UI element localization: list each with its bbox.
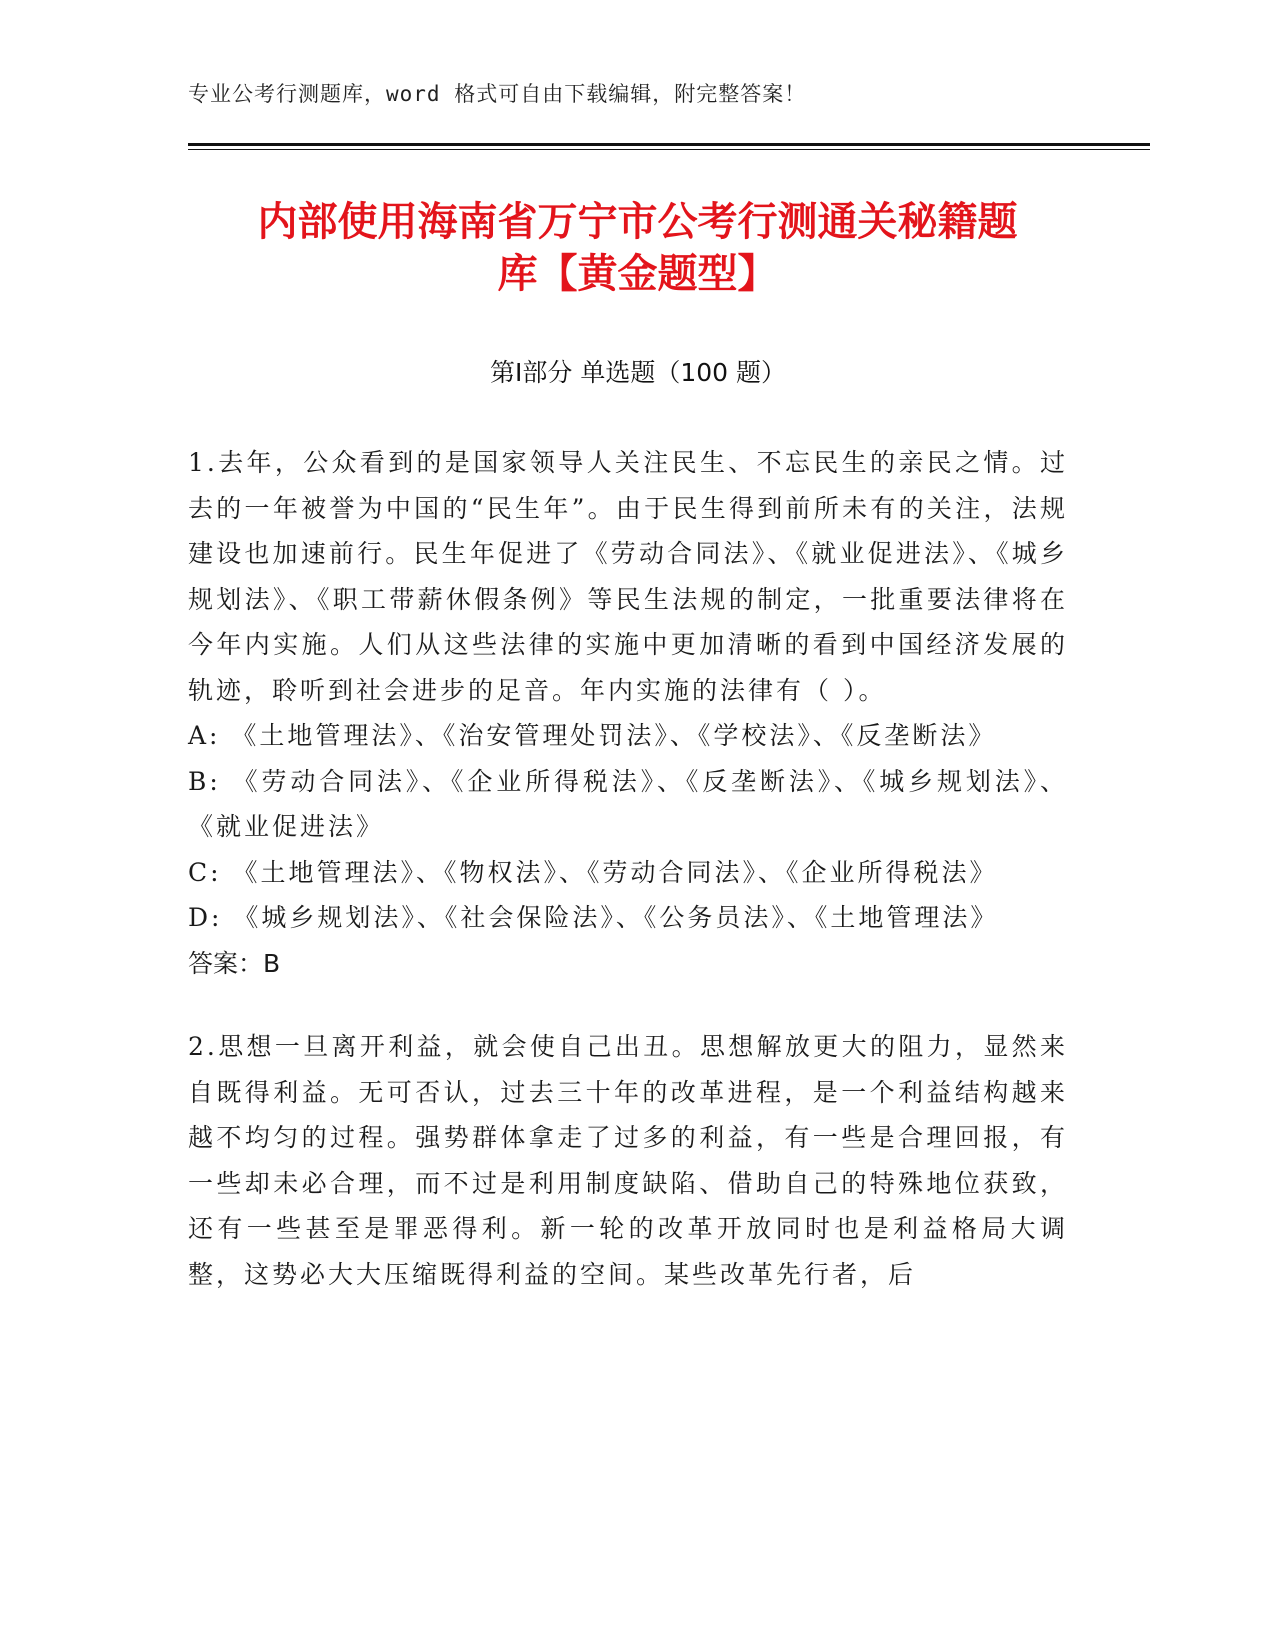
option-d: D: 《城乡规划法》、《社会保险法》、《公务员法》、《土地管理法》 (188, 903, 999, 932)
question-list (188, 440, 1068, 1297)
answer: 答案：B (188, 948, 281, 978)
option-b: B: 《劳动合同法》、《企业所得税法》、《反垄断法》、《城乡规划法》、《就业促进法》 (188, 766, 1068, 841)
option-c: C: 《土地管理法》、《物权法》、《劳动合同法》、《企业所得税法》 (188, 857, 998, 887)
question-stem: 2.思想一旦离开利益，就会使自己出丑。思想解放更大的阻力，显然来自既得利益。无可否认，过去三十年的改革进程，是一个利益结构越来越不均匀的过程。强势群体拿走了过多的利益，有一些是合理回报，有一些却未必合理，而不过是利用制度缺陷、借助自己的特殊地位获致，还有一些甚至是罪恶得利。新一轮的改革开放同时也是利益格局大调整，这势必大大压缩既得利益的空间。某些改革先行者，后 (188, 1032, 1068, 1289)
document-title (160, 196, 1115, 300)
title-line-1: 内部使用海南省万宁市公考行测通关秘籍题 (257, 199, 1018, 245)
header-rule-thick (188, 143, 1150, 146)
option-a: A: 《土地管理法》、《治安管理处罚法》、《学校法》、《反垄断法》 (188, 721, 997, 750)
header-rule-thin (188, 149, 1150, 150)
question-2 (188, 1024, 1068, 1297)
question-1 (188, 440, 1068, 986)
section-heading: 第Ⅰ部分 单选题（100 题） (490, 358, 786, 387)
title-line-2: 库【黄金题型】 (497, 251, 778, 297)
question-stem: 1.去年，公众看到的是国家领导人关注民生、不忘民生的亲民之情。过去的一年被誉为中国的“民生年”。由于民生得到前所未有的关注，法规建设也加速前行。民生年促进了《劳动合同法》、《就业促进法》、《城乡规划法》、《职工带薪休假条例》等民生法规的制定，一批重要法律将在今年内实施。人们从这些法律的实施中更加清晰的看到中国经济发展的轨迹，聆听到社会进步的足音。年内实施的法律有（ ）。 (188, 448, 1068, 705)
header-note: 专业公考行测题库，word 格式可自由下载编辑，附完整答案！ (188, 82, 807, 106)
question-gap (188, 986, 1068, 1024)
